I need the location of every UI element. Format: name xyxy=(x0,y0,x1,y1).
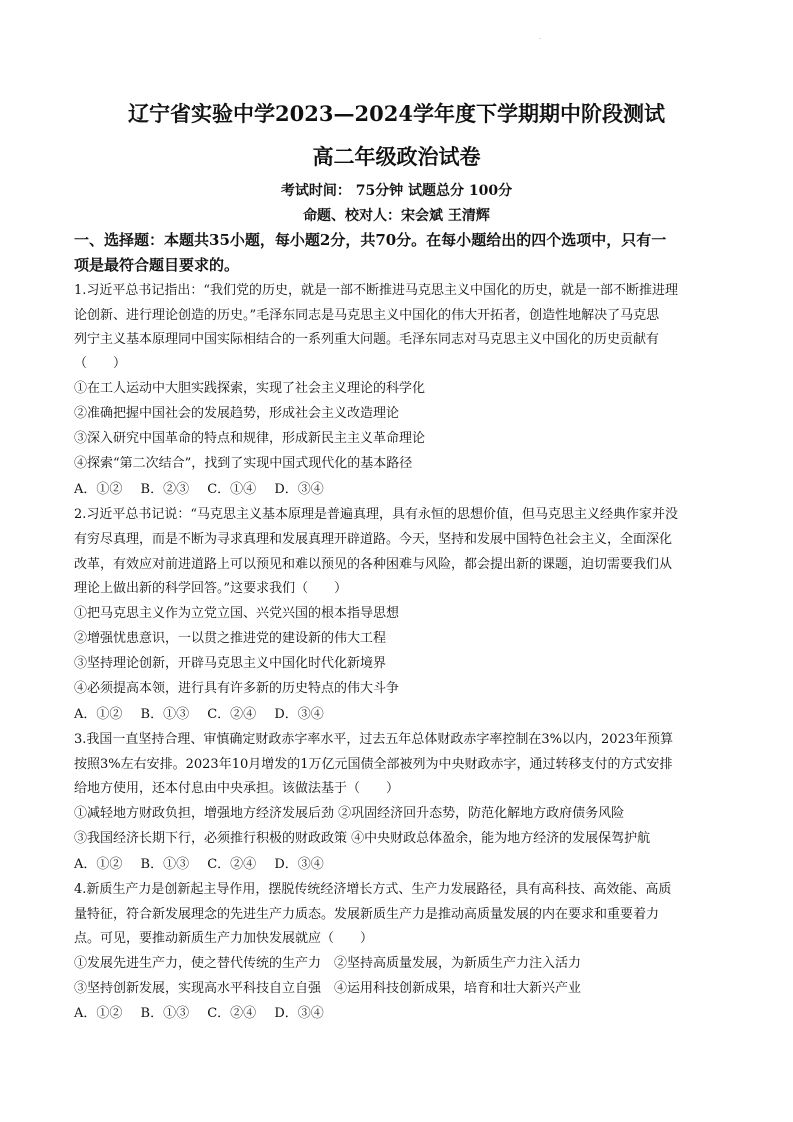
option-b: B．①③ xyxy=(140,707,190,722)
option-b: B．①③ xyxy=(140,857,190,872)
question-1-choice: ①在工人运动中大胆实践探索，实现了社会主义理论的科学化 xyxy=(74,381,426,396)
question-4-choice: ③坚持创新发展，实现高水平科技自立自强 ④运用科技创新成果，培育和壮大新兴产业 xyxy=(74,981,582,996)
question-2-choice: ②增强忧患意识，一以贯之推进党的建设新的伟大工程 xyxy=(74,631,387,646)
question-1-line: 论创新、进行理论创造的历史。”毛泽东同志是马克思主义中国化的伟大开拓者，创造性地解决了马克思 xyxy=(74,308,660,323)
option-a: A．①② xyxy=(74,707,123,722)
question-4-line: 点。可见，要推动新质生产力加快发展就应（ ） xyxy=(74,931,374,946)
question-4-line: 4.新质生产力是创新起主导作用，摆脱传统经济增长方式、生产力发展路径，具有高科技、高效能、高质 xyxy=(74,882,672,897)
question-3-line: 按照3%左右安排。2023年10月增发的1万亿元国债全部被列为中央财政赤字，通过转移支付的方式安排 xyxy=(74,757,673,772)
question-1-choice: ②准确把握中国社会的发展趋势，形成社会主义改造理论 xyxy=(74,406,400,421)
option-b: B．②③ xyxy=(140,482,190,497)
option-d: D．③④ xyxy=(274,1006,324,1021)
question-4-options xyxy=(74,1005,338,1023)
question-3-line: 3.我国一直坚持合理、审慎确定财政赤字率水平，过去五年总体财政赤字率控制在3%以内，2023年预算 xyxy=(74,732,674,747)
question-1-line: 1.习近平总书记指出：“我们党的历史，就是一部不断推进马克思主义中国化的历史，就是一部不断推进理 xyxy=(74,283,679,298)
question-4-line: 量特征，符合新发展理念的先进生产力质态。发展新质生产力是推动高质量发展的内在要求和重要着力 xyxy=(74,907,660,922)
question-1-choice: ③深入研究中国革命的特点和规律，形成新民主主义革命理论 xyxy=(74,431,426,446)
question-2-choice: ④必须提高本领，进行具有许多新的历史特点的伟大斗争 xyxy=(74,681,400,696)
question-3-line: 给地方使用，还本付息由中央承担。该做法基于（ ） xyxy=(74,781,400,796)
question-2-choice: ①把马克思主义作为立党立国、兴党兴国的根本指导思想 xyxy=(74,606,400,621)
option-d: D．③④ xyxy=(274,857,324,872)
question-2-line: 理论上做出新的科学回答。”这要求我们（ ） xyxy=(74,581,348,596)
question-3-choice: ①减轻地方财政负担，增强地方经济发展后劲 ②巩固经济回升态势，防范化解地方政府债务风险 xyxy=(74,806,625,821)
option-c: C．②④ xyxy=(207,857,257,872)
section-heading-line1: 一、选择题：本题共35小题，每小题2分，共70分。在每小题给出的四个选项中，只有一 xyxy=(74,231,667,249)
question-1-choice: ④探索“第二次结合”，找到了实现中国式现代化的基本路径 xyxy=(74,456,413,471)
question-2-choice: ③坚持理论创新，开辟马克思主义中国化时代化新境界 xyxy=(74,656,387,671)
question-2-line: 2.习近平总书记说：“马克思主义基本原理是普遍真理，具有永恒的思想价值，但马克思主义经典作家并没 xyxy=(74,507,679,522)
exam-title: 辽宁省实验中学2023—2024学年度下学期期中阶段测试 xyxy=(128,101,665,126)
option-d: D．③④ xyxy=(274,482,324,497)
option-a: A．①② xyxy=(74,482,123,497)
option-a: A．①② xyxy=(74,857,123,872)
exam-authors: 命题、校对人：宋会斌 王清辉 xyxy=(303,208,490,224)
option-d: D．③④ xyxy=(274,707,324,722)
question-3-options xyxy=(74,856,338,874)
question-2-options xyxy=(74,706,338,724)
question-4-choice: ①发展先进生产力，使之替代传统的生产力 ②坚持高质量发展，为新质生产力注入活力 xyxy=(74,956,582,971)
section-heading-line2: 项是最符合题目要求的。 xyxy=(74,256,240,274)
question-1-line: （ ） xyxy=(74,356,127,371)
question-1-line: 列宁主义基本原理同中国实际相结合的一系列重大问题。毛泽东同志对马克思主义中国化的历史贡献有 xyxy=(74,332,660,347)
question-3-choice: ③我国经济长期下行，必须推行积极的财政政策 ④中央财政总体盈余，能为地方经济的发展保驾护航 xyxy=(74,831,651,846)
question-2-line: 有穷尽真理，而是不断为寻求真理和发展真理开辟道路。今天，坚持和发展中国特色社会主义，全面深化 xyxy=(74,532,673,547)
option-a: A．①② xyxy=(74,1006,123,1021)
option-c: C．①④ xyxy=(207,482,257,497)
option-b: B．①③ xyxy=(140,1006,190,1021)
exam-info: 考试时间： 75分钟 试题总分 100分 xyxy=(280,183,513,199)
option-c: C．②④ xyxy=(207,1006,257,1021)
question-2-line: 改革，有效应对前进道路上可以预见和难以预见的各种困难与风险，都会提出新的课题，迫切需要我们从 xyxy=(74,557,673,572)
page-dot-mark: . xyxy=(539,34,541,41)
question-1-options xyxy=(74,481,338,499)
exam-subtitle: 高二年级政治试卷 xyxy=(312,144,481,169)
option-c: C．②④ xyxy=(207,707,257,722)
